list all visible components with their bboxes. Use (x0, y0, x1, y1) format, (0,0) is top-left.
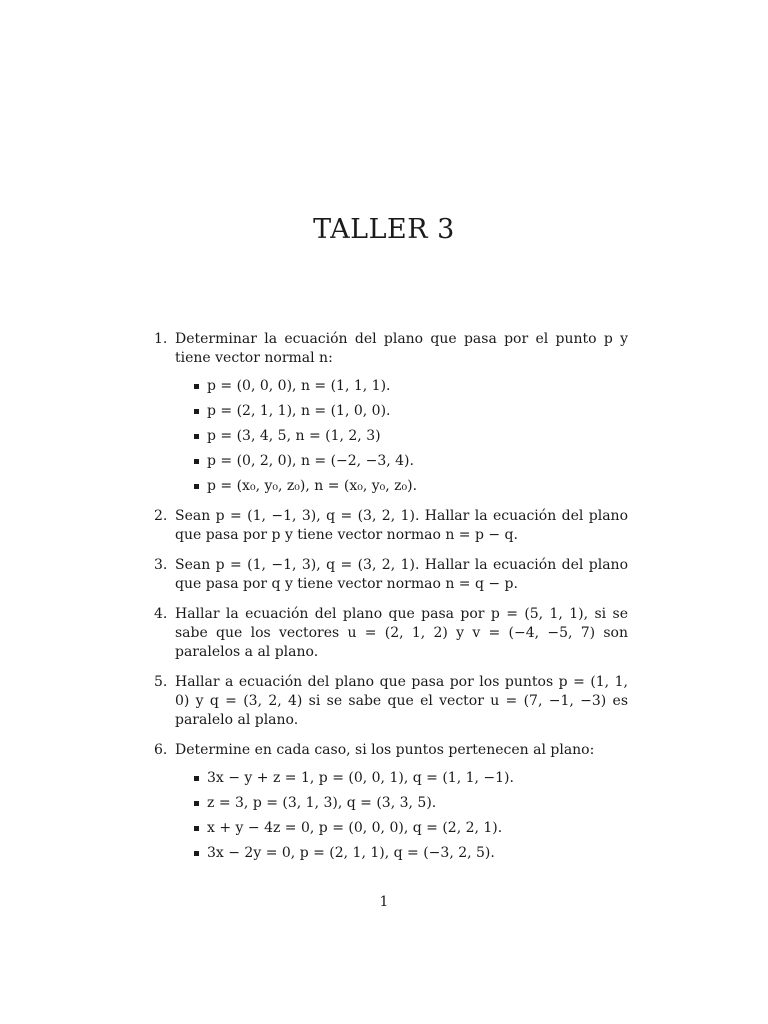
list-item-text: p = (x₀, y₀, z₀), n = (x₀, y₀, z₀). (207, 478, 418, 494)
list-item (189, 377, 628, 396)
page-number: 1 (379, 894, 389, 910)
list-item (189, 477, 628, 496)
page-title: TALLER 3 (313, 214, 455, 245)
problem-text: Hallar a ecuación del plano que pasa por los puntos p = (1, 1, 0) y q = (3, 2, 4) si se sabe que el vector u = (7, −1, −3) es paralelo al plano. (175, 674, 628, 728)
bullet-icon (194, 384, 199, 389)
problem-number: 2. (154, 508, 168, 524)
problem-number: 4. (154, 606, 168, 622)
bullet-icon (194, 484, 199, 489)
problem-1 (154, 330, 628, 496)
list-item (189, 427, 628, 446)
list-item (189, 402, 628, 421)
list-item-text: 3x − 2y = 0, p = (2, 1, 1), q = (−3, 2, 5). (207, 845, 495, 861)
problem-3 (154, 556, 628, 594)
list-item (189, 844, 628, 863)
problem-6 (154, 741, 628, 863)
problem-number: 5. (154, 674, 168, 690)
bullet-icon (194, 459, 199, 464)
bullet-icon (194, 801, 199, 806)
list-item-text: z = 3, p = (3, 1, 3), q = (3, 3, 5). (207, 795, 437, 811)
problem-2 (154, 507, 628, 545)
bullet-icon (194, 434, 199, 439)
problem-text: Determinar la ecuación del plano que pasa por el punto p y tiene vector normal n: (175, 331, 628, 366)
list-item-text: x + y − 4z = 0, p = (0, 0, 0), q = (2, 2, 1). (207, 820, 503, 836)
problem-4 (154, 605, 628, 662)
list-item (189, 819, 628, 838)
problem-text: Determine en cada caso, si los puntos pertenecen al plano: (175, 742, 595, 758)
problem-number: 3. (154, 557, 168, 573)
list-item (189, 769, 628, 788)
bullet-icon (194, 851, 199, 856)
problem-6-sublist (175, 769, 628, 863)
bullet-icon (194, 409, 199, 414)
problem-number: 6. (154, 742, 168, 758)
list-item (189, 794, 628, 813)
problem-list (154, 330, 628, 874)
list-item-text: 3x − y + z = 1, p = (0, 0, 1), q = (1, 1, −1). (207, 770, 514, 786)
list-item-text: p = (3, 4, 5, n = (1, 2, 3) (207, 428, 381, 444)
list-item-text: p = (0, 0, 0), n = (1, 1, 1). (207, 378, 391, 394)
list-item-text: p = (0, 2, 0), n = (−2, −3, 4). (207, 453, 414, 469)
problem-1-sublist (175, 377, 628, 496)
bullet-icon (194, 826, 199, 831)
list-item (189, 452, 628, 471)
problem-number: 1. (154, 331, 168, 347)
problem-text: Hallar la ecuación del plano que pasa por p = (5, 1, 1), si se sabe que los vectores u = (2, 1, 2) y v = (−4, −5, 7) son paralelos a al plano. (175, 606, 628, 660)
bullet-icon (194, 776, 199, 781)
problem-text: Sean p = (1, −1, 3), q = (3, 2, 1). Hallar la ecuación del plano que pasa por p y tiene vector normao n = p − q. (175, 508, 628, 543)
list-item-text: p = (2, 1, 1), n = (1, 0, 0). (207, 403, 391, 419)
problem-5 (154, 673, 628, 730)
problem-text: Sean p = (1, −1, 3), q = (3, 2, 1). Hallar la ecuación del plano que pasa por q y tiene vector normao n = q − p. (175, 557, 628, 592)
